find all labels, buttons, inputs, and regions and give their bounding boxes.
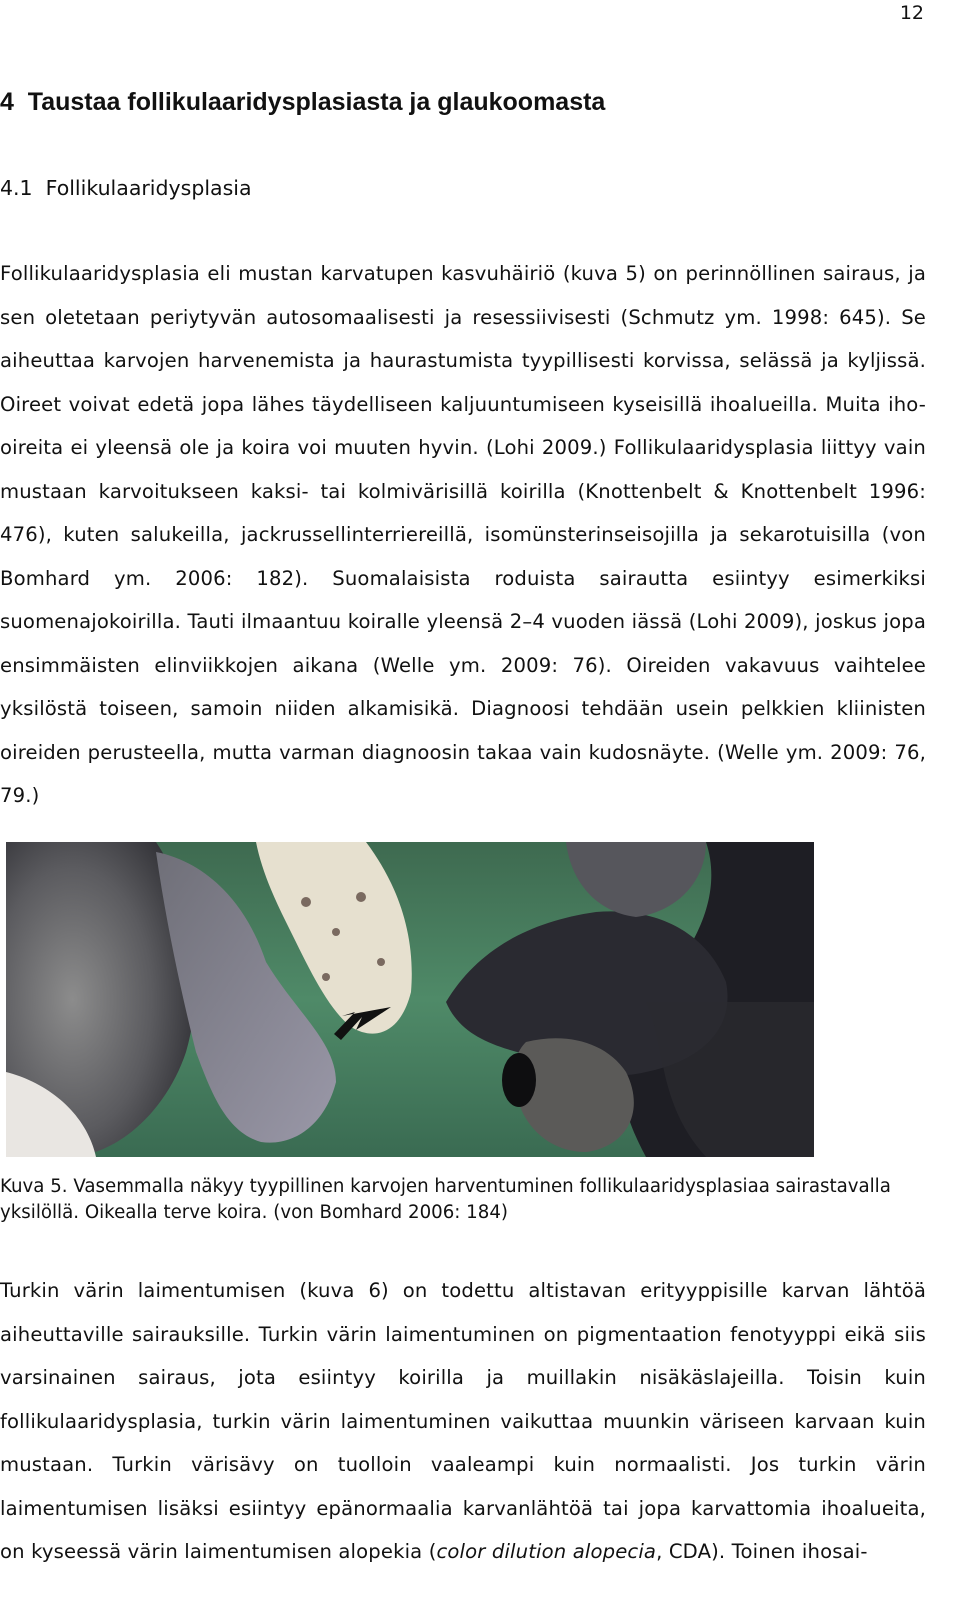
italic-term: color dilution alopecia [436,1540,657,1563]
body-paragraph-2 [0,1269,926,1574]
page-number: 12 [899,2,924,24]
figure-caption: Kuva 5. Vasemmalla näkyy tyypillinen karvojen harventuminen follikulaaridysplasiaa sairastavalla yksilöllä. Oikealla terve koira. (von Bomhard 2006: 184) [0,1176,891,1223]
body-paragraph: Follikulaaridysplasia eli mustan karvatupen kasvuhäiriö (kuva 5) on perinnöllinen sairaus, ja sen oletetaan periytyvän autosomaalisesti ja resessiivisesti (Schmutz ym. 1998: 645). Se aiheuttaa karvojen harvenemista ja haurastumista tyypillisesti korvissa, selässä ja kyljissä. Oireet voivat edetä jopa lähes täydelliseen kaljuuntumiseen kyseisillä ihoalueilla. Muita iho-oireita ei yleensä ole ja koira voi muuten hyvin. (Lohi 2009.) Follikulaaridysplasia liittyy vain mustaan karvoitukseen kaksi- tai kolmivärisillä koirilla (Knottenbelt & Knottenbelt 1996: 476), kuten salukeilla, jackrussellinterriereillä, isomünsterinseisojilla ja sekarotuisilla (von Bomhard ym. 2006: 182). Suomalaisista roduista sairautta esiintyy esimerkiksi suomenajokoirilla. Tauti ilmaantuu koiralle yleensä 2–4 vuoden iässä (Lohi 2009), joskus jopa ensimmäisten elinviikkojen aikana (Welle ym. 2009: 76). Oireiden vakavuus vaihtelee yksilöstä toiseen, samoin niiden alkamisikä. Diagnoosi tehdään usein pelkkien kliinisten oireiden perusteella, mutta varman diagnoosin takaa vain kudosnäyte. (Welle ym. 2009: 76, 79.) [0,262,926,807]
paragraph-text-end: , CDA). Toinen ihosai- [656,1540,868,1563]
right-claw [502,1053,536,1107]
figure-dog-photos [6,842,814,1157]
chapter-title: 4 Taustaa follikulaaridysplasiasta ja glaukoomasta [0,88,606,116]
section-title: 4.1 Follikulaaridysplasia [0,176,252,200]
paragraph-text: Turkin värin laimentumisen (kuva 6) on todettu altistavan erityyppisille karvan lähtöä aiheuttaville sairauksille. Turkin värin laimentuminen on pigmentaation fenotyyppi eikä siis varsinainen sairaus, jota esiintyy koirilla ja muillakin nisäkäslajeilla. Toisin kuin follikulaaridysplasia, turkin värin laimentuminen vaikuttaa muunkin väriseen karvaan kuin mustaan. Turkin värisävy on tuolloin vaaleampi kuin normaalisti. Jos turkin värin laimentumisen lisäksi esiintyy epänormaalia karvanlähtöä tai jopa karvattomia ihoalueita, on kyseessä värin laimentumisen alopekia ( [0,1279,926,1563]
